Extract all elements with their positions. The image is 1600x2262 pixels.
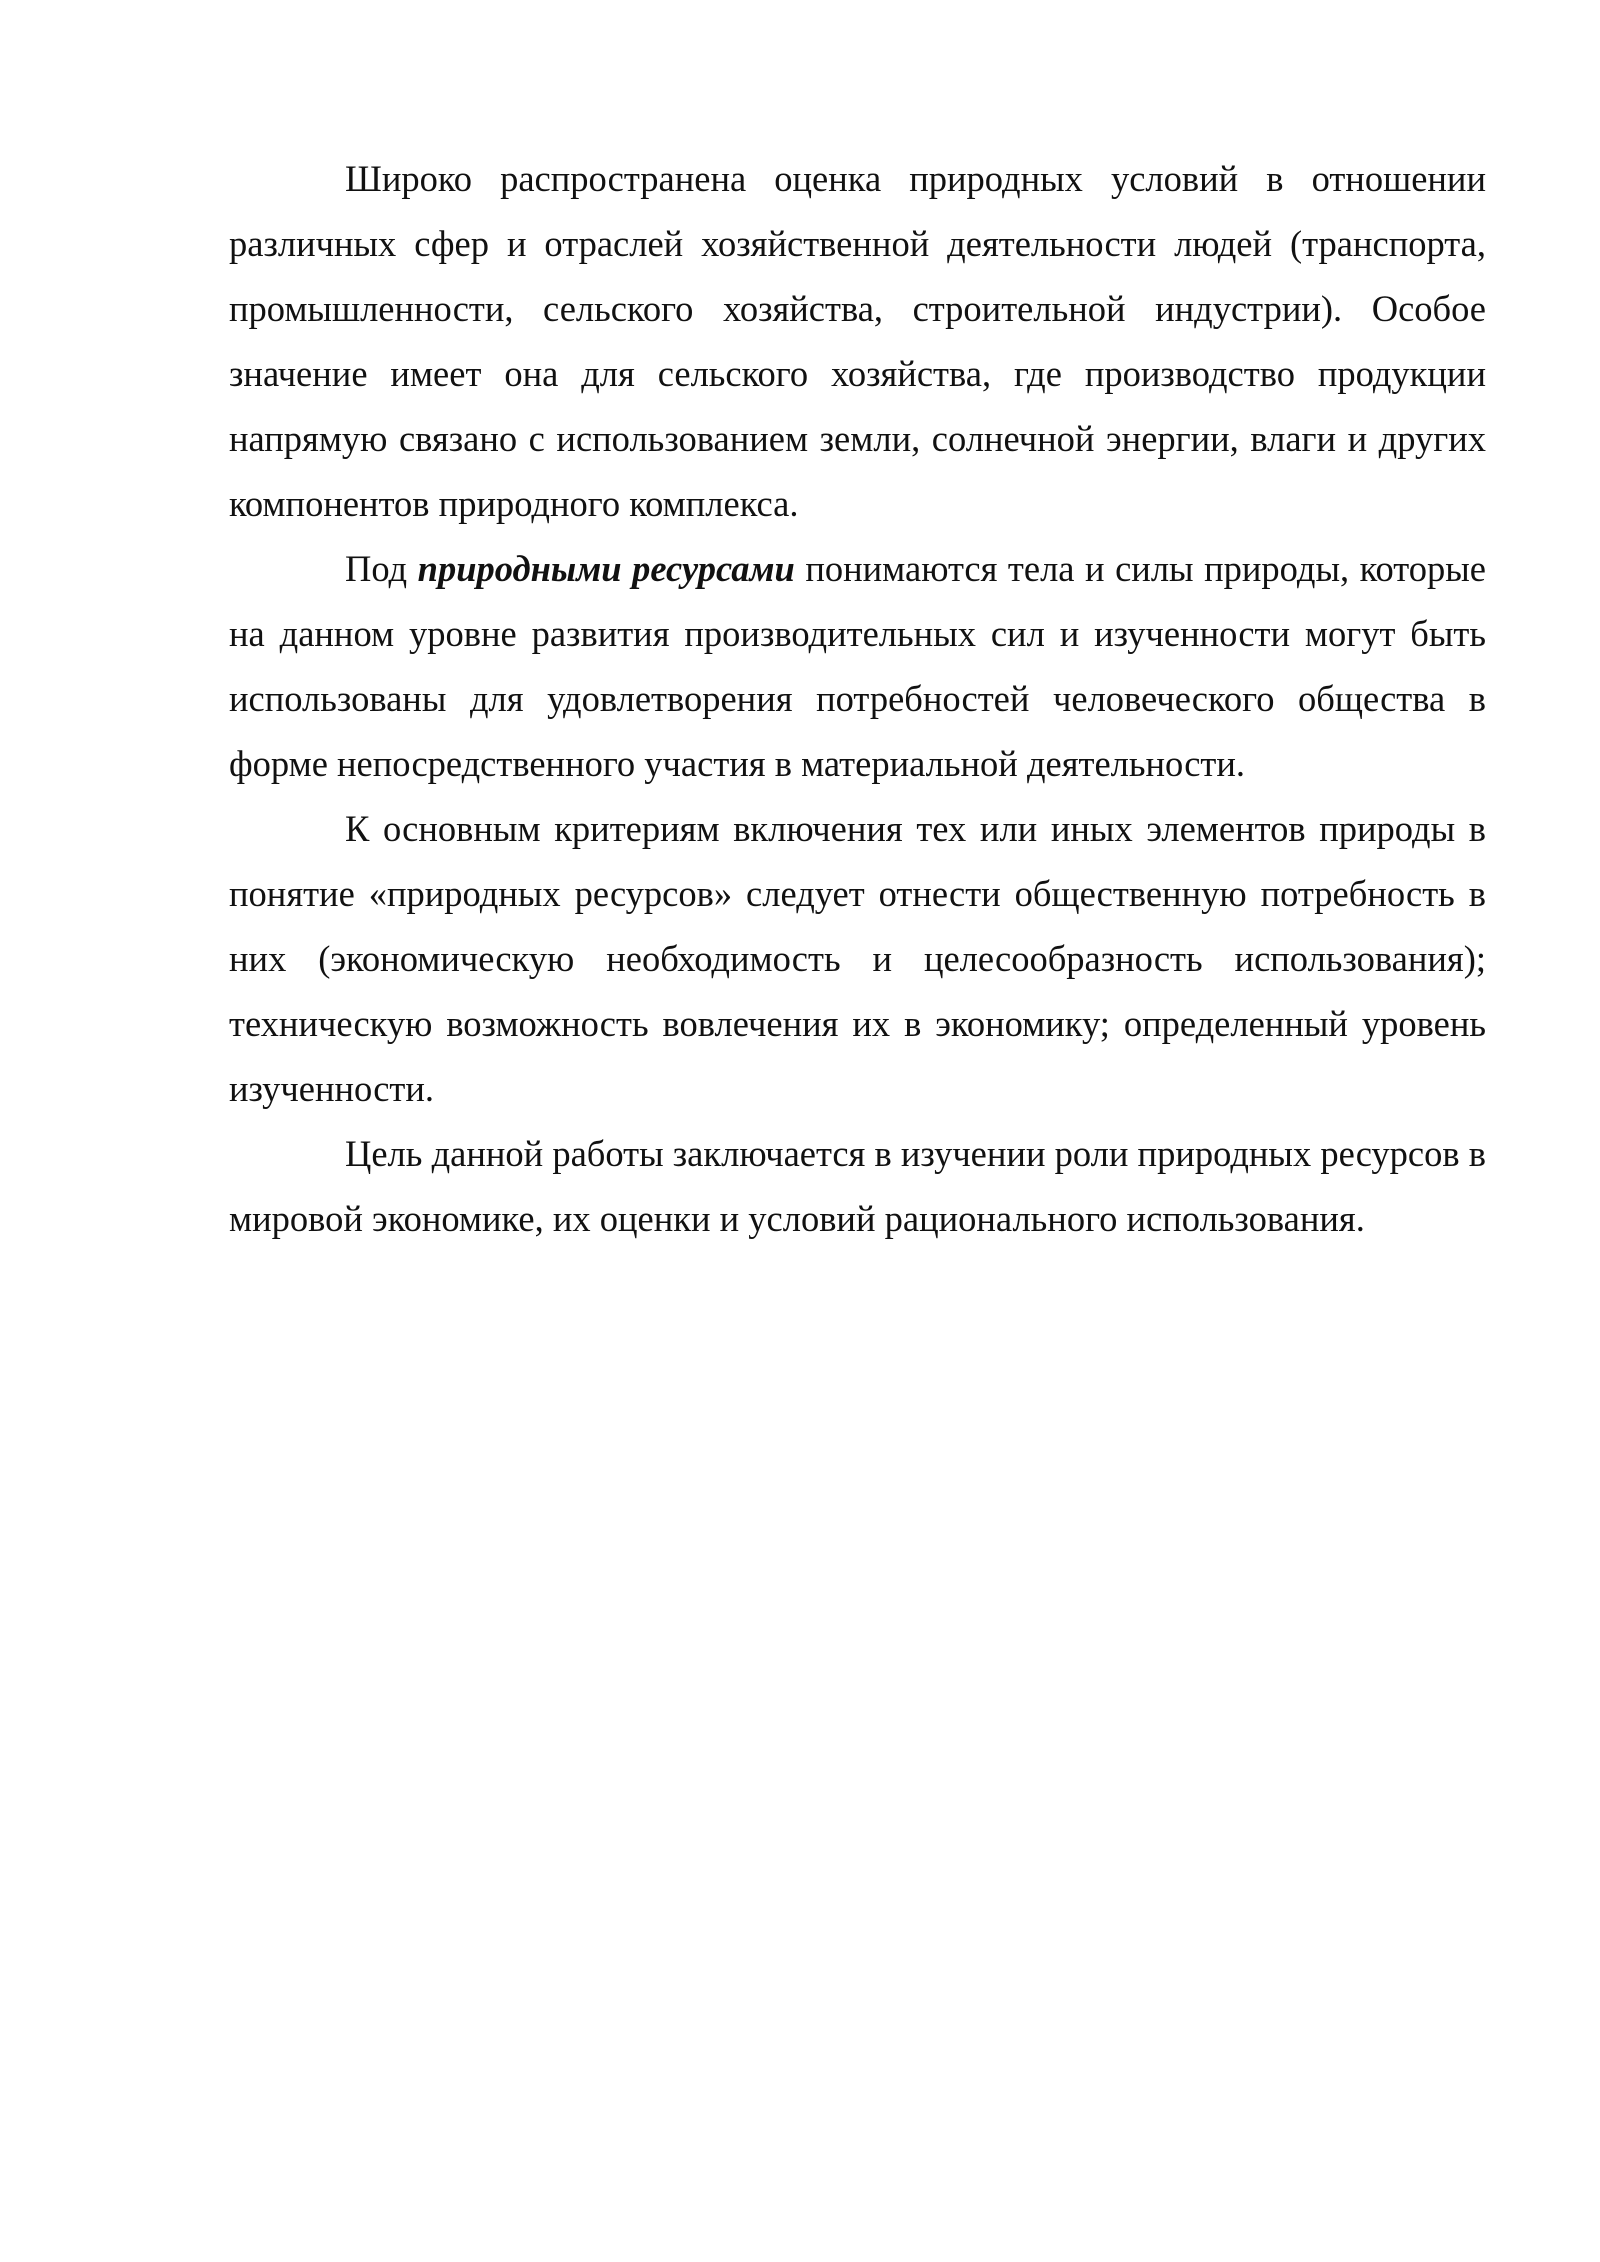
paragraph-work-goal: Цель данной работы заключается в изучении роли природных ресурсов в мировой экономике, их оценки и условий рационального использования. [229, 1133, 1486, 1239]
term-natural-resources: природными ресурсами [417, 548, 795, 589]
paragraph-text-after-term: понимаются тела и силы природы, которые на данном уровне развития производительных сил и изученности могут быть использованы для удовлетворения потребностей человеческого общества в форме непосредственного участия в материальной деятельности. [229, 548, 1486, 784]
paragraph-resource-criteria: К основным критериям включения тех или иных элементов природы в понятие «природных ресурсов» следует отнести общественную потребность в них (экономическую необходимость и целесообразность использования); техническую возможность вовлечения их в экономику; определенный уровень изученности. [229, 808, 1486, 1109]
paragraph-natural-resources-definition [229, 536, 1486, 796]
paragraph-text-before-term: Под [345, 548, 418, 589]
document-body [229, 146, 1486, 1251]
paragraph-natural-conditions-assessment: Широко распространена оценка природных условий в отношении различных сфер и отраслей хозяйственной деятельности людей (транспорта, промышленности, сельского хозяйства, строительной индустрии). Особое значение имеет она для сельского хозяйства, где производство продукции напрямую связано с использованием земли, солнечной энергии, влаги и других компонентов природного комплекса. [229, 158, 1486, 524]
